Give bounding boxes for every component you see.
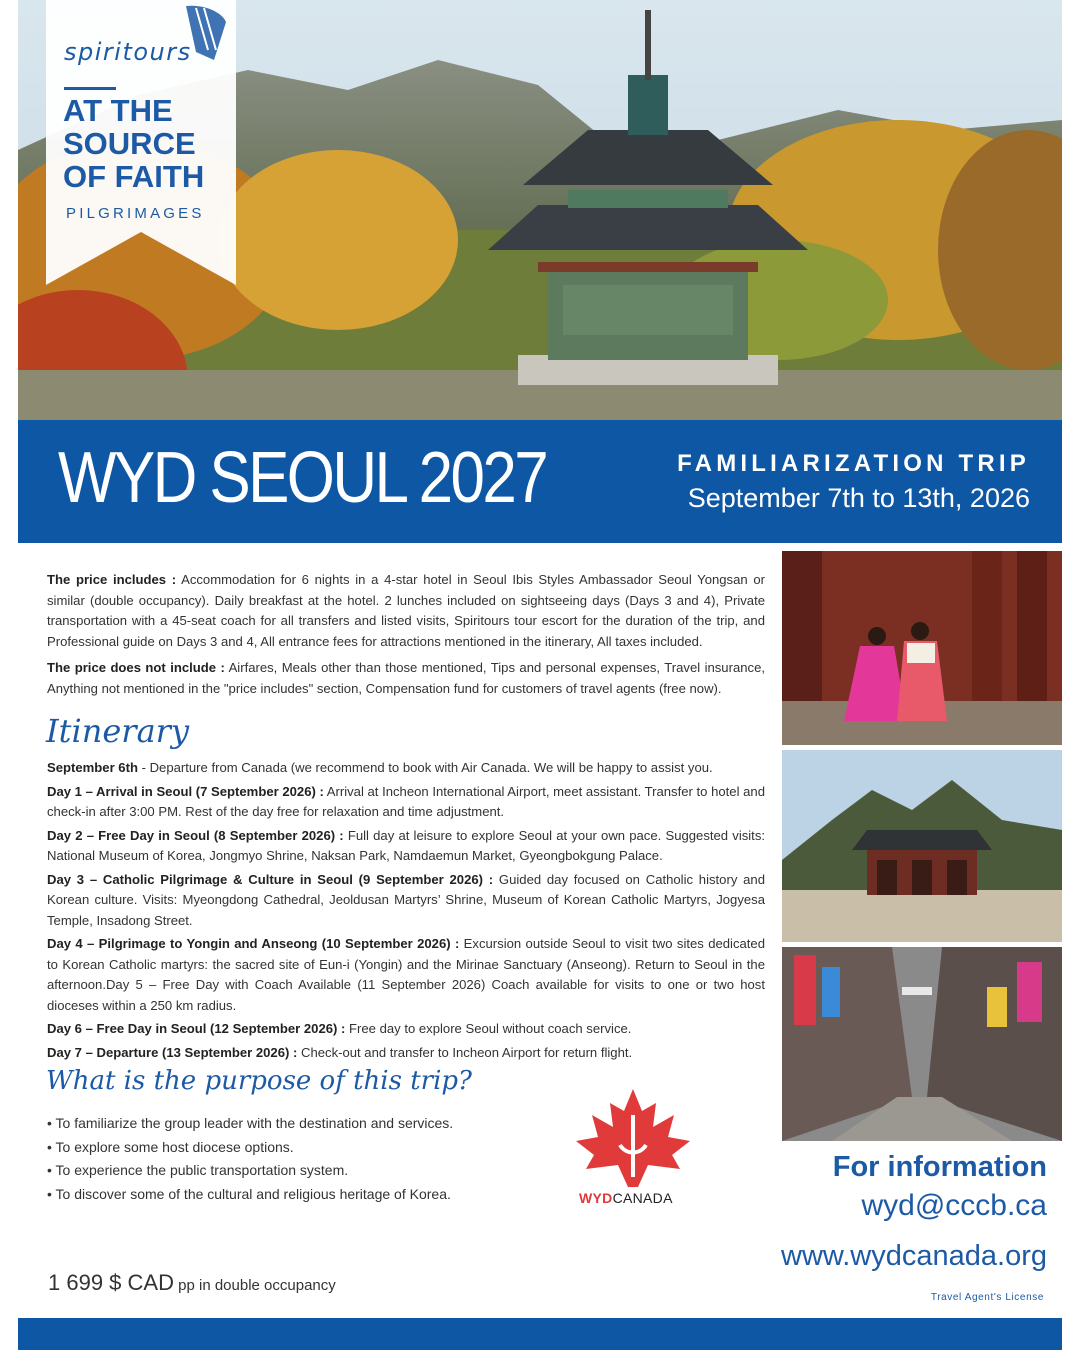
purpose-bullet: • To explore some host diocese options. <box>47 1138 294 1155</box>
price-amount: 1 699 $ CAD <box>48 1270 174 1295</box>
itinerary-item-label: Day 1 – Arrival in Seoul (7 September 2026) : <box>47 783 324 799</box>
logo-brand-text: spiritours <box>64 38 192 66</box>
purpose-heading: What is the purpose of this trip? <box>46 1066 472 1096</box>
itinerary-item-label: Day 7 – Departure (13 September 2026) : <box>47 1044 298 1060</box>
itinerary-item-text: Full day at leisure to explore Seoul at your own pace. Suggested visits: National Museum of Korea, Jongmyo Shrine, Naksan Park, Namdaemun Market, Gyeongbokgung Palace. <box>47 827 766 863</box>
itinerary-item-text: - Departure from Canada (we recommend to book with Air Canada. We will be happy to assist you. <box>137 760 713 775</box>
event-title: WYD SEOUL 2027 <box>58 438 547 518</box>
itinerary-item-label: Day 6 – Free Day in Seoul (12 September 2026) : <box>47 1021 346 1036</box>
info-heading: For information <box>832 1151 1047 1183</box>
travel-license-note: Travel Agent's License <box>930 1292 1044 1303</box>
itinerary-item <box>47 870 765 932</box>
price-details <box>47 570 765 699</box>
wyd-wordmark-part-1: WYD <box>579 1190 613 1206</box>
price-excludes-label: The price does not include : <box>47 660 225 675</box>
trip-dates: September 7th to 13th, 2026 <box>687 483 1030 513</box>
wyd-wordmark-part-2: CANADA <box>612 1190 673 1206</box>
website-link[interactable]: www.wydcanada.org <box>781 1240 1047 1272</box>
itinerary-heading: Itinerary <box>46 712 190 750</box>
photo-women-in-hanbok <box>782 551 1062 745</box>
price-excludes-text: Airfares, Meals other than those mentioned, Tips and personal expenses, Travel insurance, Anything not mentioned in the "price includes" section, Compensation fund for customers of travel agents (free now). <box>47 660 765 696</box>
logo-tagline-line-3: OF FAITH <box>63 159 205 194</box>
purpose-bullet: • To familiarize the group leader with the destination and services. <box>47 1115 454 1131</box>
price-note: pp in double occupancy <box>173 1277 336 1294</box>
itinerary-item <box>47 934 765 1016</box>
price-includes-label: The price includes : <box>47 572 177 587</box>
logo-tagline-line-1: AT THE <box>63 93 173 128</box>
price-includes-text: Accommodation for 6 nights in a 4-star hotel in Seoul Ibis Styles Ambassador Seoul Yongsan or similar (double occupancy). Daily breakfast at the hotel. 2 lunches included on sightseeing days (Days 3 and 4), Private transportation with a 45-seat coach for all transfers and listed visits, Spiritours tour escort for the duration of the trip, and Professional guide on Days 3 and 4, All entrance fees for attractions mentioned in the itinerary, All taxes included. <box>47 572 765 649</box>
title-banner <box>18 420 1062 543</box>
purpose-list <box>47 1112 453 1206</box>
itinerary-item <box>47 782 765 823</box>
logo-tagline-line-2: SOURCE <box>63 126 196 161</box>
spiritours-logo <box>46 0 236 285</box>
purpose-bullet: • To experience the public transportation system. <box>47 1162 349 1178</box>
itinerary-item-label: Day 4 – Pilgrimage to Yongin and Anseong (10 September 2026) : <box>47 936 460 951</box>
photo-palace-gate <box>782 750 1062 942</box>
purpose-bullet: • To discover some of the cultural and religious heritage of Korea. <box>47 1185 451 1202</box>
price-includes <box>47 570 765 652</box>
itinerary-item <box>47 1019 765 1040</box>
itinerary-item-text: Arrival at Incheon International Airport, meet assistant. Transfer to hotel and check-in after 3:00 PM. Rest of the day free for relaxation and time adjustment. <box>47 783 765 819</box>
itinerary-item-text: Guided day focused on Catholic history and Korean culture. Visits: Myeongdong Cathedral, Jeoldusan Martyrs’ Shrine, Museum of Korean Catholic Martyrs, Jogyesa Temple, Insadong Street. <box>47 871 765 928</box>
trip-type: FAMILIARIZATION TRIP <box>677 450 1030 477</box>
itinerary-item-label: September 6th <box>47 760 138 775</box>
itinerary-item-text: Free day to explore Seoul without coach service. <box>345 1021 632 1036</box>
logo-tagline <box>63 94 204 193</box>
price-excludes <box>47 658 765 699</box>
itinerary-item-label: Day 3 – Catholic Pilgrimage & Culture in Seoul (9 September 2026) : <box>47 871 494 887</box>
itinerary-item-text: Check-out and transfer to Incheon Airport for return flight. <box>297 1044 633 1060</box>
itinerary-item <box>47 1043 765 1064</box>
itinerary-item-label: Day 2 – Free Day in Seoul (8 September 2026) : <box>47 827 344 843</box>
itinerary-item <box>47 758 765 779</box>
logo-divider <box>64 87 116 90</box>
photo-myeongdong-street <box>782 947 1062 1141</box>
trip-price <box>48 1270 336 1296</box>
footer-bar <box>18 1318 1062 1350</box>
contact-email-link[interactable]: wyd@cccb.ca <box>861 1189 1047 1222</box>
itinerary-list <box>47 758 765 1066</box>
itinerary-item-text: Excursion outside Seoul to visit two sites dedicated to Korean Catholic martyrs: the sacred site of Eun-i (Yongin) and the Mirinae Sanctuary (Anseong). Return to Seoul in the afternoon.Day 5 – Free Day with Coach Available (11 September 2026) Coach available for visits to one or two host dioceses within a 250 km radius. <box>47 936 765 1013</box>
wyd-canada-wordmark <box>579 1190 673 1206</box>
logo-subtitle: PILGRIMAGES <box>66 205 205 222</box>
itinerary-item <box>47 826 765 867</box>
